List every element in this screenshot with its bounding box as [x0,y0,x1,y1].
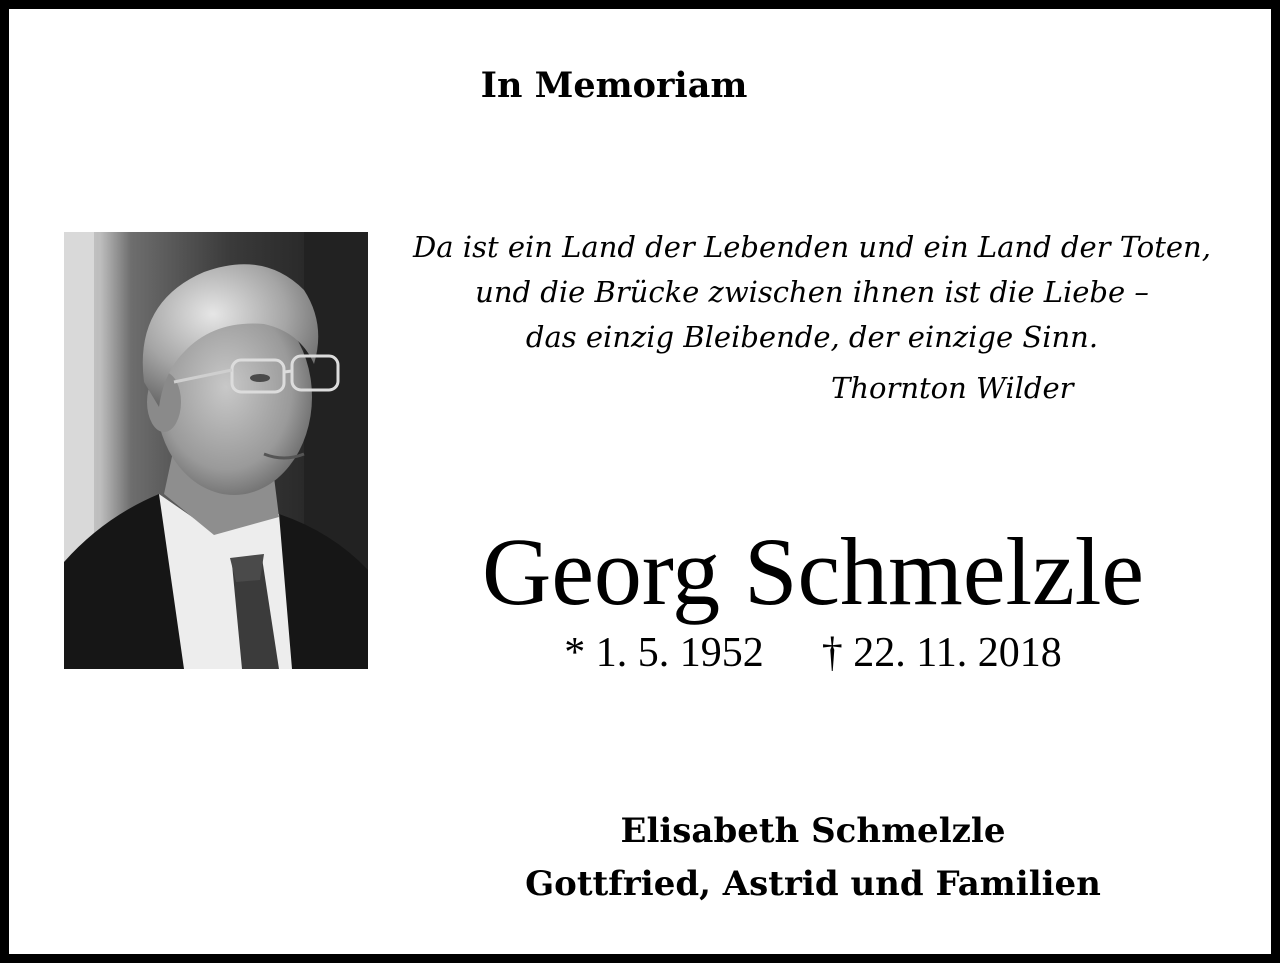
memorial-quote [382,225,1242,360]
deceased-name: Georg Schmelzle [481,518,1145,625]
quote-line: das einzig Bleibende, der einzige Sinn. [525,320,1099,354]
quote-author: Thornton Wilder [831,371,1074,405]
birth-date: * 1. 5. 1952 [564,630,764,676]
life-dates [564,629,1061,677]
mourners-list [525,805,1101,911]
mourner-name: Gottfried, Astrid und Familien [525,864,1101,904]
death-date: † 22. 11. 2018 [821,630,1062,676]
portrait-photo [64,232,368,669]
portrait-photo-icon [64,232,368,669]
quote-line: Da ist ein Land der Lebenden und ein Land der Toten, [413,230,1211,264]
quote-line: und die Brücke zwischen ihnen ist die Liebe – [475,275,1149,309]
notice-heading: In Memoriam [480,65,748,106]
mourner-name: Elisabeth Schmelzle [620,811,1006,851]
